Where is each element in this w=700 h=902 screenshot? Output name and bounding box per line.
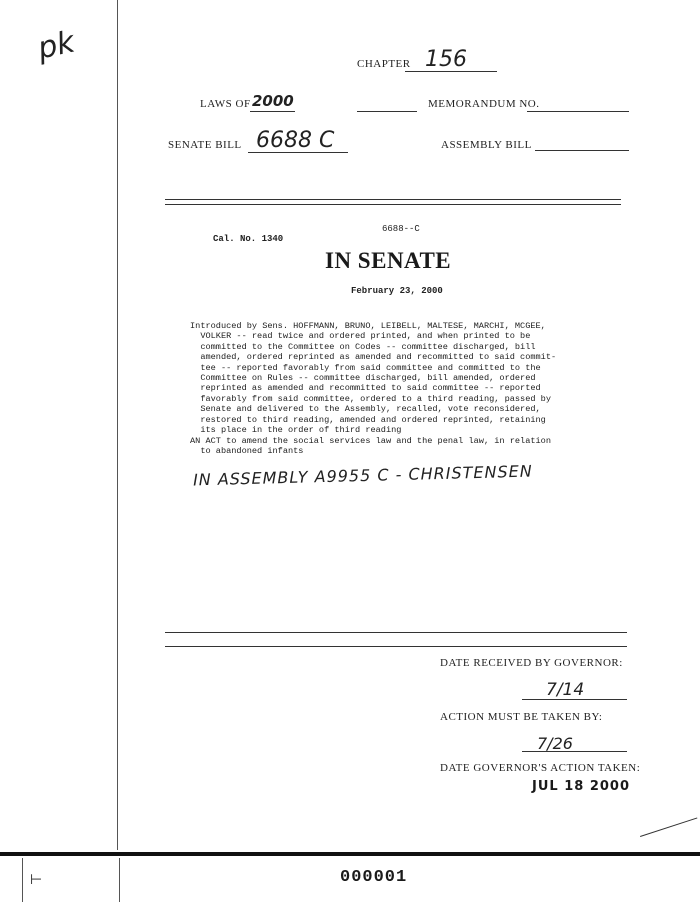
action-by-underline — [522, 751, 627, 752]
act-line: AN ACT to amend the social services law and the penal law, in relation — [190, 436, 551, 446]
footer-margin-tick — [119, 858, 120, 902]
header-rule-bottom — [165, 204, 621, 205]
margin-initials: pk — [34, 24, 78, 67]
memorandum-label: MEMORANDUM NO. — [428, 98, 540, 110]
intro-line: Committee on Rules -- committee discharged, bill amended, ordered — [190, 373, 536, 384]
bill-number: 6688--C — [382, 224, 420, 234]
laws-year: 2000 — [252, 92, 294, 110]
laws-of-label: LAWS OF — [200, 98, 251, 110]
action-taken-label: DATE GOVERNOR'S ACTION TAKEN: — [440, 762, 641, 774]
bill-date: February 23, 2000 — [351, 286, 443, 296]
intro-line: tee -- reported favorably from said committee and committed to the — [190, 362, 541, 373]
chapter-underline — [405, 71, 497, 72]
page-number: 000001 — [340, 868, 408, 887]
footer-corner-mark: ⊢ — [30, 872, 43, 888]
intro-line: VOLKER -- read twice and ordered printed, and when printed to be — [190, 331, 531, 342]
left-margin-line — [117, 0, 118, 850]
introduction-paragraph — [190, 321, 620, 435]
intro-line: its place in the order of third reading — [190, 425, 402, 436]
corner-stroke — [640, 817, 697, 836]
senate-bill-underline — [248, 152, 348, 153]
senate-bill-label: SENATE BILL — [168, 139, 242, 151]
intro-line: restored to third reading, amended and ordered reprinted, retaining — [190, 414, 546, 425]
intro-line: committed to the Committee on Codes -- committee discharged, bill — [190, 341, 536, 352]
act-description — [190, 436, 620, 457]
footer-left-tick — [22, 858, 23, 902]
bottom-bar — [0, 852, 700, 856]
footer-rule-bottom — [165, 646, 627, 647]
footer-rule-top — [165, 632, 627, 633]
laws-blank-underline — [357, 111, 417, 112]
assembly-note: IN ASSEMBLY A9955 C - CHRISTENSEN — [192, 461, 533, 490]
chapter-label: CHAPTER — [357, 58, 411, 70]
date-received-underline — [522, 699, 627, 700]
chamber-title: IN SENATE — [325, 248, 452, 273]
calendar-number: Cal. No. 1340 — [213, 234, 284, 244]
act-line: to abandoned infants — [190, 446, 304, 457]
laws-year-underline — [250, 111, 295, 112]
action-taken-stamp: JUL 18 2000 — [532, 779, 631, 794]
action-by-label: ACTION MUST BE TAKEN BY: — [440, 711, 603, 723]
action-by-value: 7/26 — [537, 734, 573, 753]
chapter-number: 156 — [425, 47, 467, 72]
senate-bill-number: 6688 C — [256, 128, 335, 153]
date-received-value: 7/14 — [546, 680, 585, 700]
memorandum-underline — [527, 111, 629, 112]
date-received-label: DATE RECEIVED BY GOVERNOR: — [440, 657, 623, 669]
intro-line: reprinted as amended and recommitted to said committee -- reported — [190, 383, 541, 394]
intro-line: amended, ordered reprinted as amended and recommitted to said commit- — [190, 352, 557, 363]
assembly-bill-label: ASSEMBLY BILL — [441, 139, 532, 151]
intro-line: favorably from said committee, ordered to a third reading, passed by — [190, 393, 551, 404]
intro-line: Introduced by Sens. HOFFMANN, BRUNO, LEIBELL, MALTESE, MARCHI, MCGEE, — [190, 321, 546, 331]
assembly-bill-underline — [535, 150, 629, 151]
intro-line: Senate and delivered to the Assembly, recalled, vote reconsidered, — [190, 404, 541, 415]
header-rule-top — [165, 199, 621, 200]
